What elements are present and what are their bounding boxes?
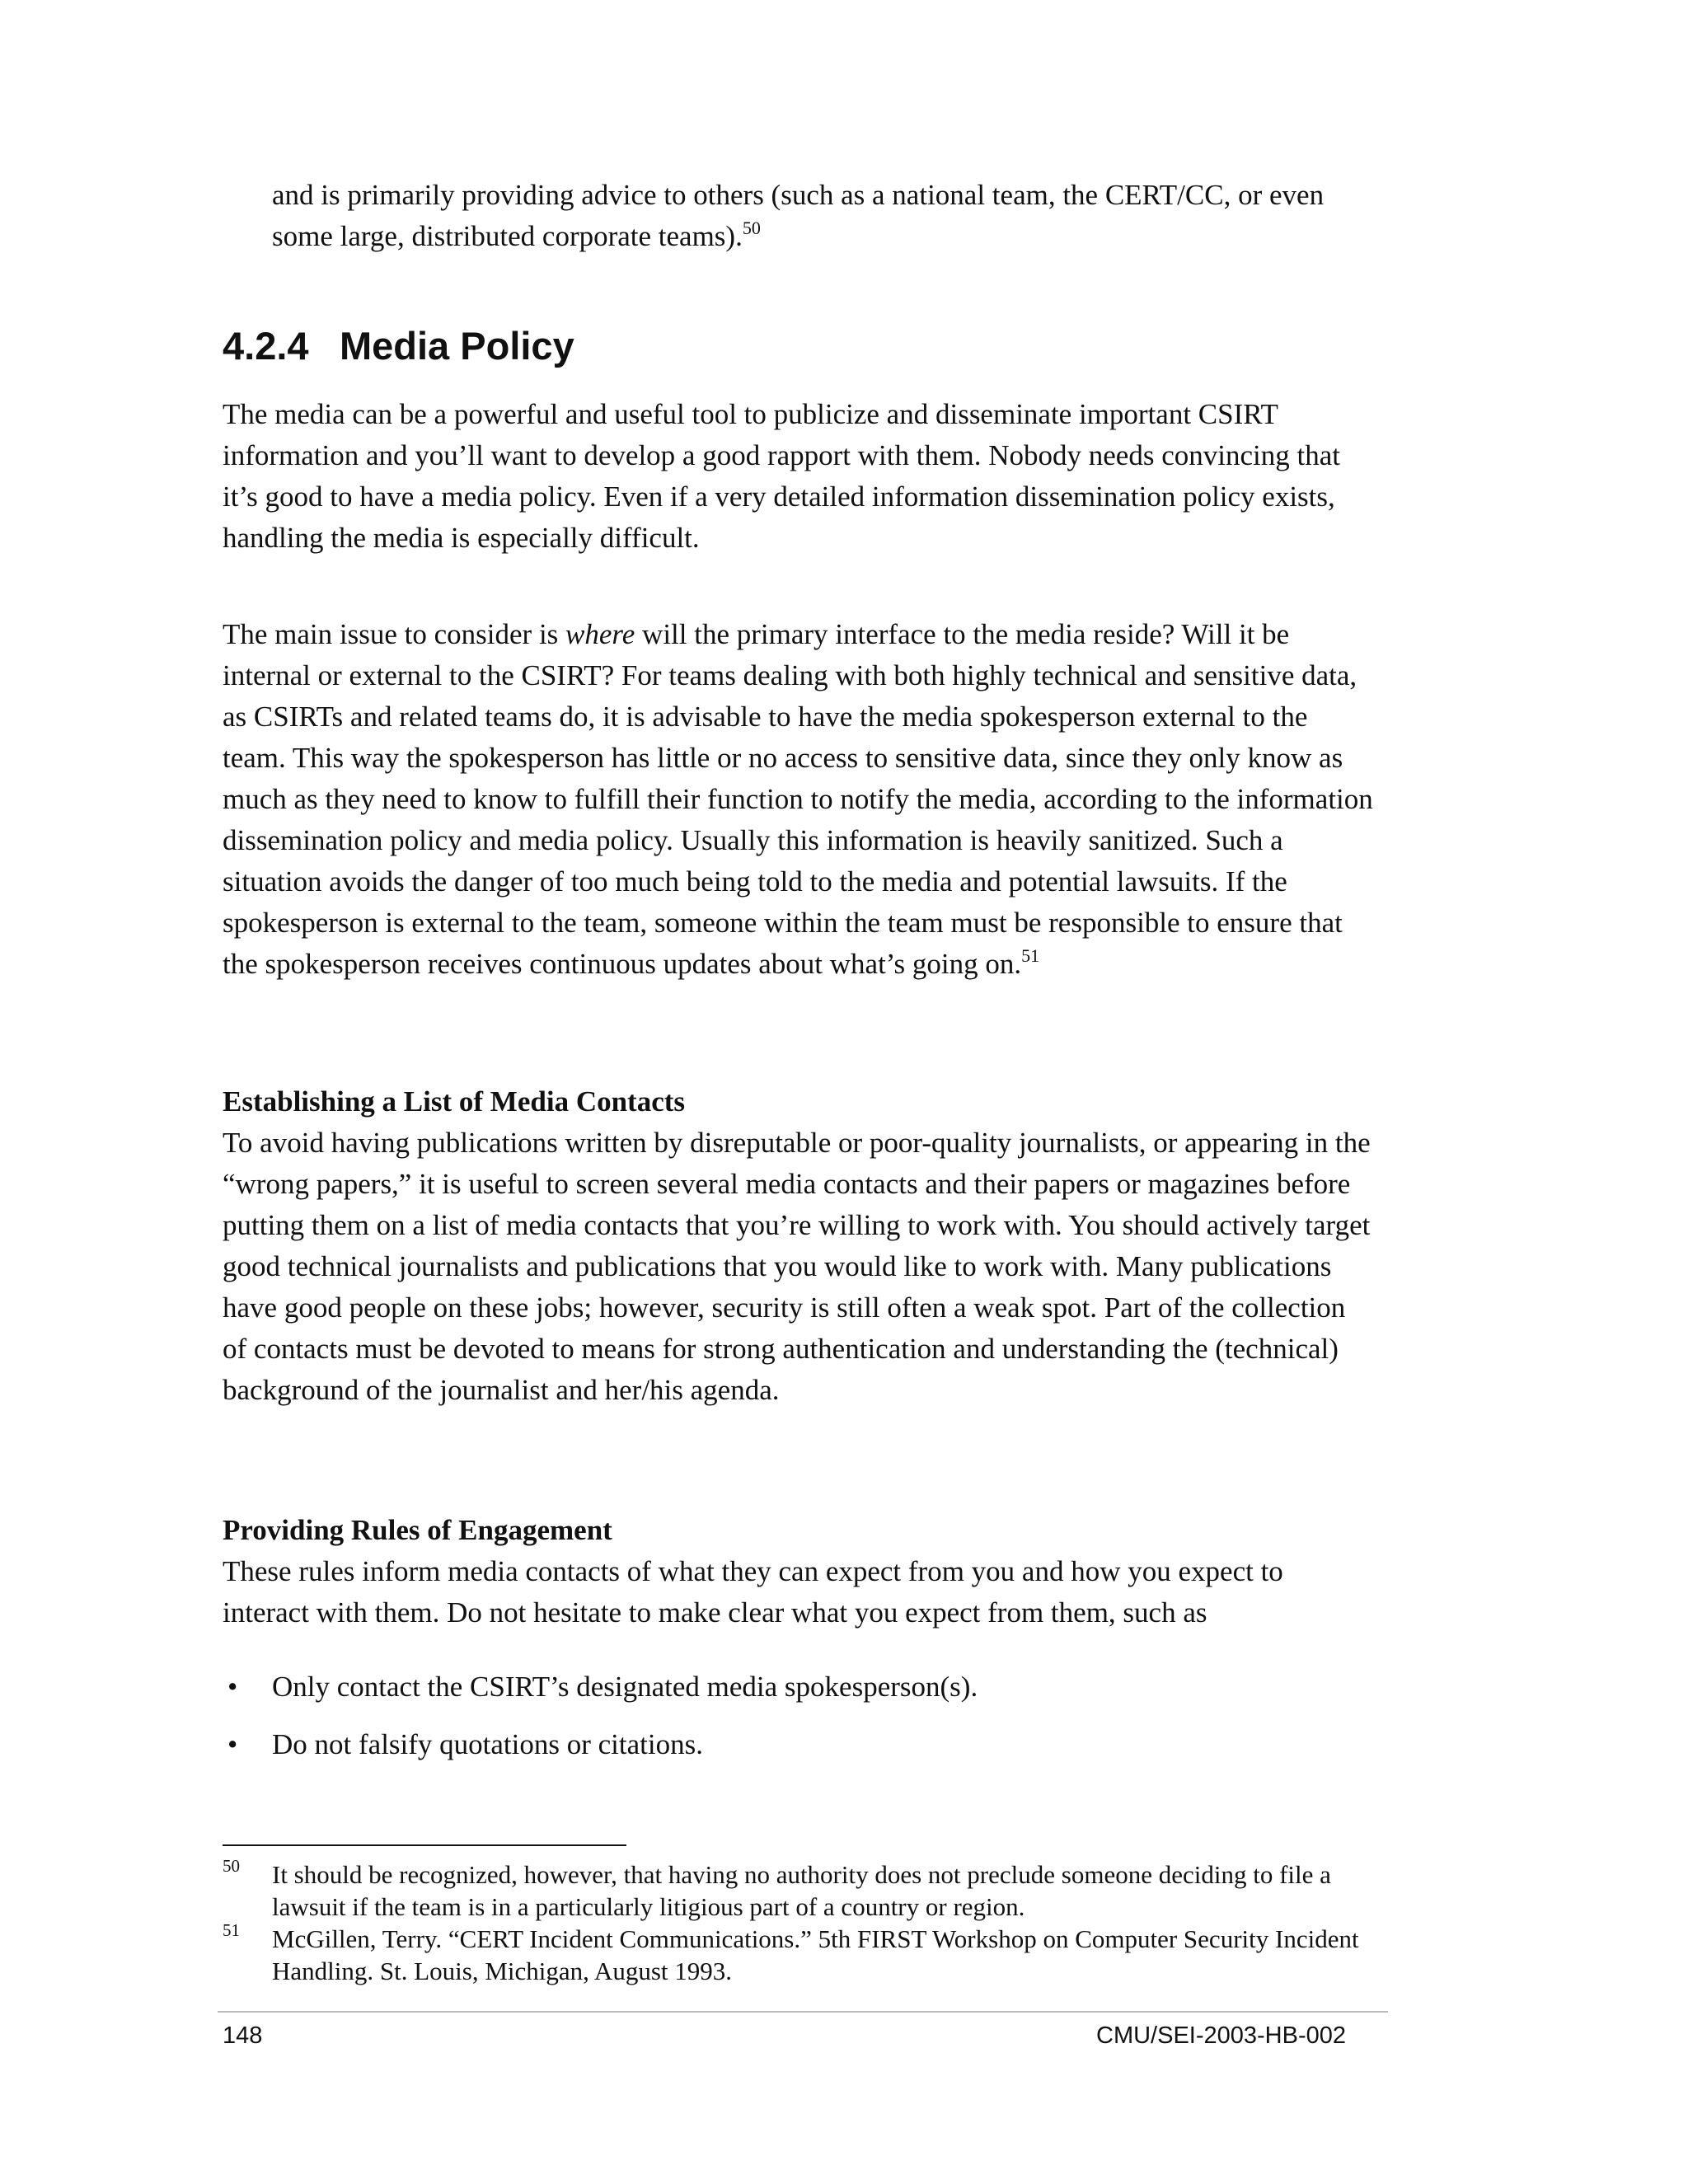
footnote-text: McGillen, Terry. “CERT Incident Communications.” 5th FIRST Workshop on Computer Security Incident Handling. St. Louis, Michigan, August 1993.: [272, 1924, 1359, 1985]
list-item-text: Only contact the CSIRT’s designated media spokesperson(s).: [272, 1671, 978, 1703]
page-number: 148: [223, 2022, 263, 2049]
main-issue-emphasis: where: [565, 618, 635, 650]
footnote-number: 50: [223, 1856, 240, 1876]
subheading-media-contacts: Establishing a List of Media Contacts: [223, 1085, 686, 1118]
main-issue-text-start: The main issue to consider is: [223, 618, 566, 650]
document-id: CMU/SEI-2003-HB-002: [1096, 2022, 1346, 2049]
subheading-rules-of-engagement: Providing Rules of Engagement: [223, 1514, 612, 1546]
footnotes: [223, 1858, 1393, 1987]
main-issue-text-end: will the primary interface to the media reside? Will it be internal or external to the CSIRT? For teams dealing with both highly technical and sensitive data, as CSIRTs and related teams do, it is advisable to have the media spokesperson external to the team. This way the spokesperson has little or no access to sensitive data, since they only know as much as they need to know to fulfill their function to notify the media, according to the information dissemination policy and media policy. Usually this information is heavily sanitized. Such a situation avoids the danger of too much being told to the media and potential lawsuits. If the spokesperson is external to the team, someone within the team must be responsible to ensure that the spokesperson receives continuous updates about what’s going on.: [223, 618, 1373, 980]
footer-divider: [218, 2011, 1388, 2013]
bullet-icon: •: [227, 1671, 238, 1703]
footnote-ref-50[interactable]: 50: [742, 218, 761, 238]
section-title: Media Policy: [340, 324, 574, 368]
footnote-51: [223, 1920, 1393, 1987]
section-heading: [223, 321, 574, 371]
expectations-list: [223, 1666, 1376, 1782]
intro-paragraph: The media can be a powerful and useful tool to publicize and disseminate important CSIRT information and you’ll want to develop a good rapport with them. Nobody needs convincing that it’s good to have a media policy. Even if a very detailed information dissemination policy exists, handling the media is especially difficult.: [223, 398, 1340, 554]
section-number: 4.2.4: [223, 324, 309, 368]
bullet-icon: •: [227, 1728, 238, 1760]
footnote-50: [223, 1858, 1393, 1923]
main-issue-paragraph: [223, 614, 1376, 985]
rules-paragraph: These rules inform media contacts of what they can expect from you and how you expect to interact with them. Do not hesitate to make clear what you expect from them, such as: [223, 1555, 1283, 1629]
continued-paragraph: [272, 175, 1376, 257]
list-item: [223, 1724, 1376, 1782]
list-item: [223, 1666, 1376, 1724]
footnote-ref-51[interactable]: 51: [1021, 945, 1040, 966]
continued-paragraph-text: and is primarily providing advice to others (such as a national team, the CERT/CC, or even some large, distributed corporate teams).: [272, 179, 1325, 252]
footnote-number: 51: [223, 1920, 240, 1940]
footnote-separator: [223, 1844, 626, 1846]
list-item-text: Do not falsify quotations or citations.: [272, 1728, 703, 1760]
media-contacts-paragraph: To avoid having publications written by disreputable or poor-quality journalists, or appearing in the “wrong papers,” it is useful to screen several media contacts and their papers or magazines before putting them on a list of media contacts that you’re willing to work with. You should actively target good technical journalists and publications that you would like to work with. Many publications have good people on these jobs; however, security is still often a weak spot. Part of the collection of contacts must be devoted to means for strong authentication and understanding the (technical) background of the journalist and her/his agenda.: [223, 1127, 1371, 1406]
footnote-text: It should be recognized, however, that having no authority does not preclude someone deciding to file a lawsuit if the team is in a particularly litigious part of a country or region.: [272, 1860, 1331, 1921]
